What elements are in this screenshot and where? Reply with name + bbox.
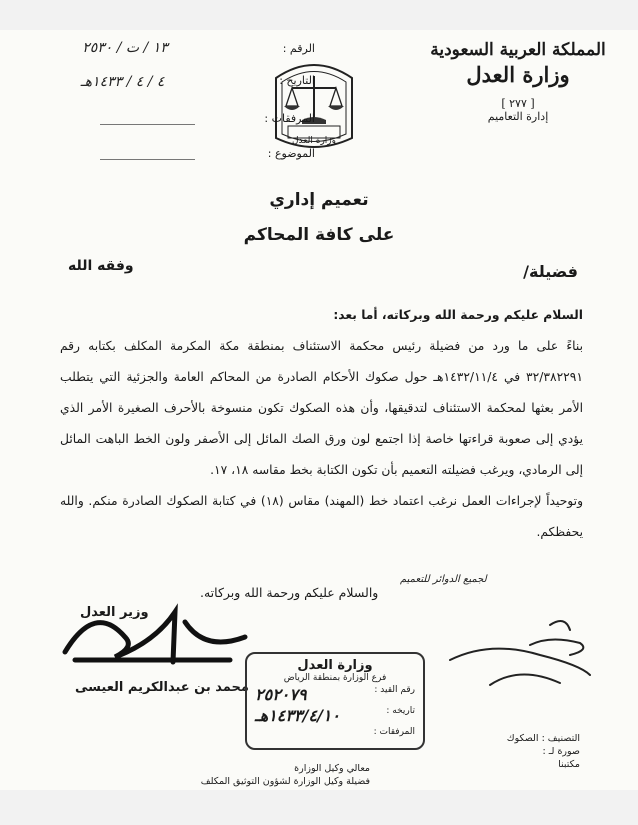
date-label: التاريخ : [279, 74, 315, 87]
minister-title: وزير العدل [80, 605, 149, 620]
date-value: ٤ / ٤ / ١٤٣٣هـ [80, 74, 165, 90]
minister-name: محمد بن عبدالكريم العيسى [75, 680, 249, 695]
handwritten-margin-note: لجميع الدوائر للتعميم [400, 574, 487, 585]
stamp-date-value: ١٤٣٣/٤/١٠هـ [255, 706, 340, 725]
stamp-attachments-label: المرفقات : [373, 727, 415, 737]
kingdom-name: المملكة العربية السعودية [430, 40, 606, 60]
ministry-name: وزارة العدل [466, 62, 570, 87]
stamp-attachments [255, 727, 415, 737]
stamp-reg-value: ٢٥٢٠٧٩ [255, 685, 307, 704]
stamp-reg-label: رقم القيد : [374, 685, 415, 695]
document-title: تعميم إداري [269, 190, 369, 210]
letterhead [428, 40, 608, 123]
meta-subject [205, 147, 315, 160]
registration-stamp [245, 652, 425, 750]
meta-number [205, 42, 315, 55]
closing-salutation: والسلام عليكم ورحمة الله وبركاته. [200, 585, 379, 600]
classification-block [430, 732, 580, 771]
paragraph-2: وتوحيداً لإجراءات العمل نرغب اعتماد خط (المهند) مقاس (١٨) في كتابة الصكوك الصادرة منكم. والله يحفظكم. [60, 494, 584, 539]
scan-bottom-margin [0, 790, 638, 825]
handwritten-annotation-icon [430, 605, 600, 695]
office-copy: مكتبنا [558, 759, 580, 770]
minister-signature-icon [55, 582, 255, 682]
classification: التصنيف : الصكوك [506, 733, 580, 744]
addressee: فضيلة/ [523, 262, 578, 281]
document-body [60, 300, 583, 548]
attachments-label: المرفقات : [264, 112, 315, 125]
greeting: السلام عليكم ورحمة الله وبركاته، أما بعد: [333, 308, 583, 322]
stamp-registration [255, 685, 415, 704]
emblem-caption: وزارة العدل [292, 136, 336, 146]
stamp-ministry: وزارة العدل [297, 658, 373, 673]
department-name: إدارة التعاميم [487, 110, 549, 123]
meta-date [205, 74, 315, 87]
stamp-branch: فرع الوزارة بمنطقة الرياض [283, 673, 387, 683]
document-subtitle: على كافة المحاكم [243, 225, 395, 245]
copy-to-label: صورة لـ : [542, 746, 580, 757]
subject-label: الموضوع : [267, 147, 315, 160]
cc-item: فضيلة وكيل الوزارة لشؤون التوثيق المكلف [200, 776, 370, 787]
stamp-date-label: تاريخه : [386, 706, 415, 716]
meta-attachments [205, 112, 315, 125]
addressee-blessing: وفقه الله [68, 258, 134, 274]
cc-item: معالي وكيل الوزارة [294, 763, 370, 774]
reference-number: [ ٢٧٧ ] [501, 97, 535, 110]
subject-line [100, 159, 195, 160]
paragraph-1: بناءً على ما ورد من فضيلة رئيس محكمة الاستئناف بمنطقة مكة المكرمة المكلف بكتابه رقم ٣٢/٣٨٢٢٩١ في ١٤٣٢/١١/٤هـ حول صكوك الأحكام الصادرة من المحاكم العامة والجزئية التي يتطلب الأمر بعثها لمحكمة الاستئناف لتدقيقها، وأن هذه الصكوك تكون منسوخة بالأحرف الصغيرة الأمر الذي يؤدي إلى صعوبة قراءتها خاصة إذا اجتمع لون ورق الصك المائل إلى الأصفر ولون الخط الباهت المائل إلى الرمادي، ويرغب فضيلته التعميم بأن تكون الكتابة بخط مقاسه ١٨، ١٧. [60, 339, 583, 477]
attachments-line [100, 124, 195, 125]
stamp-date [255, 706, 415, 725]
cc-list [180, 762, 370, 788]
scan-top-margin [0, 0, 638, 30]
number-value: ١٣ / ت / ٢٥٣٠ [82, 40, 168, 56]
number-label: الرقم : [282, 42, 315, 55]
